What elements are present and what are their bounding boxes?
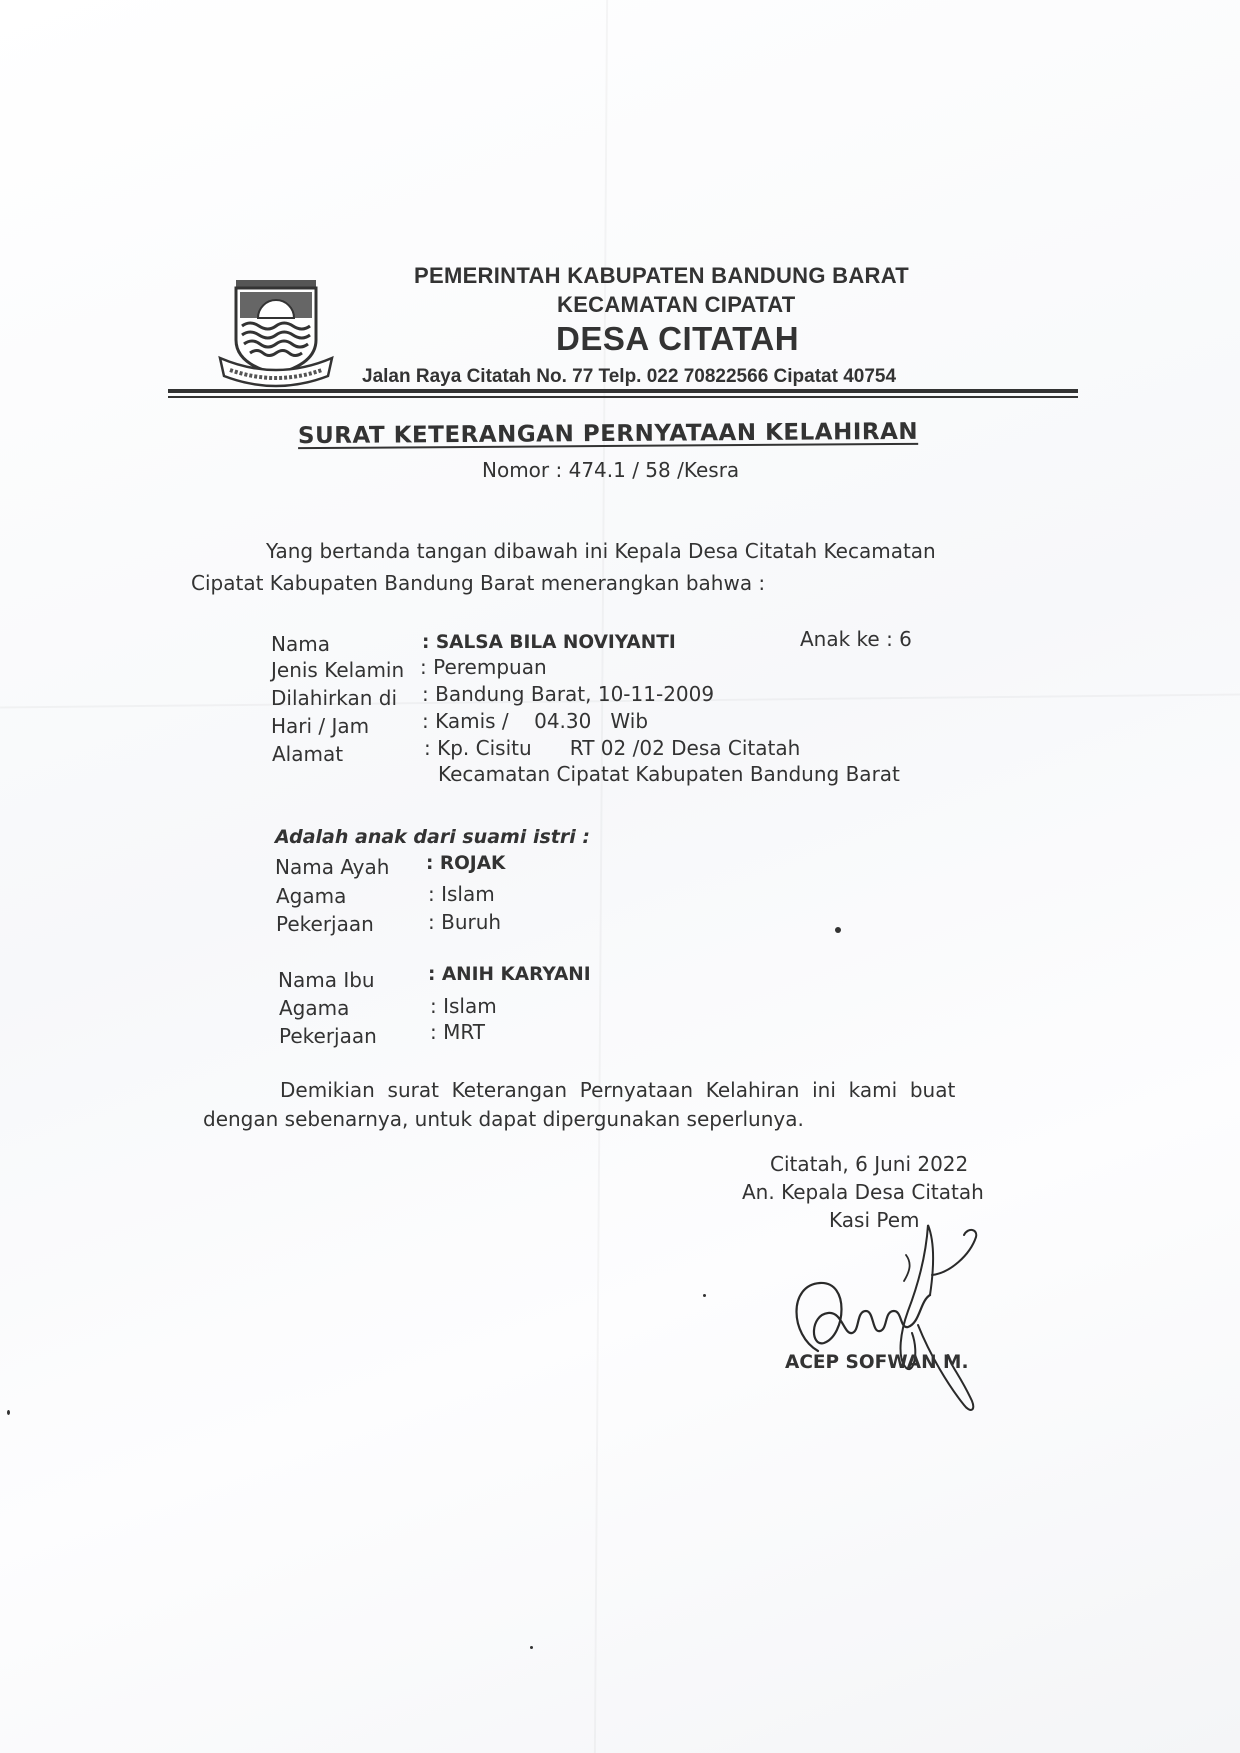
field-value: : ANIH KARYANI — [428, 964, 591, 985]
closing-line-1: Demikian surat Keterangan Pernyataan Kelahiran ini kami buat — [280, 1078, 956, 1102]
ink-speck — [530, 1646, 533, 1649]
regency-crest-emblem — [216, 278, 336, 390]
field-value: : Buruh — [428, 910, 502, 934]
letterhead-divider — [168, 389, 1078, 393]
field-value: : Kamis / 04.30 Wib — [422, 709, 649, 733]
field-label: Alamat — [272, 742, 344, 766]
field-value-continued: Kecamatan Cipatat Kabupaten Bandung Barat — [438, 762, 900, 786]
field-value: : MRT — [430, 1020, 486, 1044]
field-label: Agama — [279, 996, 350, 1020]
field-label: Agama — [276, 884, 347, 908]
field-label: Nama Ayah — [275, 855, 390, 879]
signature-place-date: Citatah, 6 Juni 2022 — [770, 1152, 969, 1176]
field-value: : SALSA BILA NOVIYANTI — [422, 632, 676, 653]
parents-heading: Adalah anak dari suami istri : — [275, 826, 590, 848]
field-value: : ROJAK — [426, 853, 506, 874]
field-label: Hari / Jam — [271, 714, 370, 738]
letterhead-address: Jalan Raya Citatah No. 77 Telp. 022 70822566 Cipatat 40754 — [362, 366, 897, 387]
field-value: : Perempuan — [420, 655, 547, 679]
ink-speck — [835, 927, 841, 933]
field-label: Dilahirkan di — [271, 686, 397, 710]
document-number: Nomor : 474.1 / 58 /Kesra — [482, 458, 740, 482]
child-order: Anak ke : 6 — [800, 627, 912, 651]
field-label: Pekerjaan — [279, 1024, 377, 1048]
intro-line-2: Cipatat Kabupaten Bandung Barat menerangkan bahwa : — [191, 571, 766, 595]
field-value: : Kp. Cisitu RT 02 /02 Desa Citatah — [424, 736, 801, 760]
field-label: Nama Ibu — [278, 968, 375, 992]
field-label: Jenis Kelamin — [271, 658, 405, 682]
letterhead-divider-thin — [168, 396, 1078, 398]
signature-role-sub: Kasi Pem — [829, 1208, 920, 1232]
field-label: Pekerjaan — [276, 912, 374, 936]
closing-line-2: dengan sebenarnya, untuk dapat dipergunakan seperlunya. — [203, 1107, 804, 1131]
document-title: SURAT KETERANGAN PERNYATAAN KELAHIRAN — [297, 418, 919, 450]
ink-speck — [703, 1294, 706, 1297]
ink-speck — [7, 1410, 10, 1415]
letterhead-government: PEMERINTAH KABUPATEN BANDUNG BARAT — [414, 263, 909, 288]
letterhead-village: DESA CITATAH — [556, 320, 800, 357]
signature-role: An. Kepala Desa Citatah — [742, 1180, 984, 1204]
signer-name: ACEP SOFWAN M. — [785, 1352, 969, 1373]
field-value: : Islam — [430, 994, 497, 1018]
letterhead-district: KECAMATAN CIPATAT — [557, 292, 796, 317]
handwritten-signature — [780, 1215, 1010, 1425]
field-value: : Islam — [428, 882, 495, 906]
intro-line-1: Yang bertanda tangan dibawah ini Kepala Desa Citatah Kecamatan — [266, 539, 936, 563]
field-value: : Bandung Barat, 10-11-2009 — [422, 682, 715, 706]
field-label: Nama — [271, 632, 330, 656]
